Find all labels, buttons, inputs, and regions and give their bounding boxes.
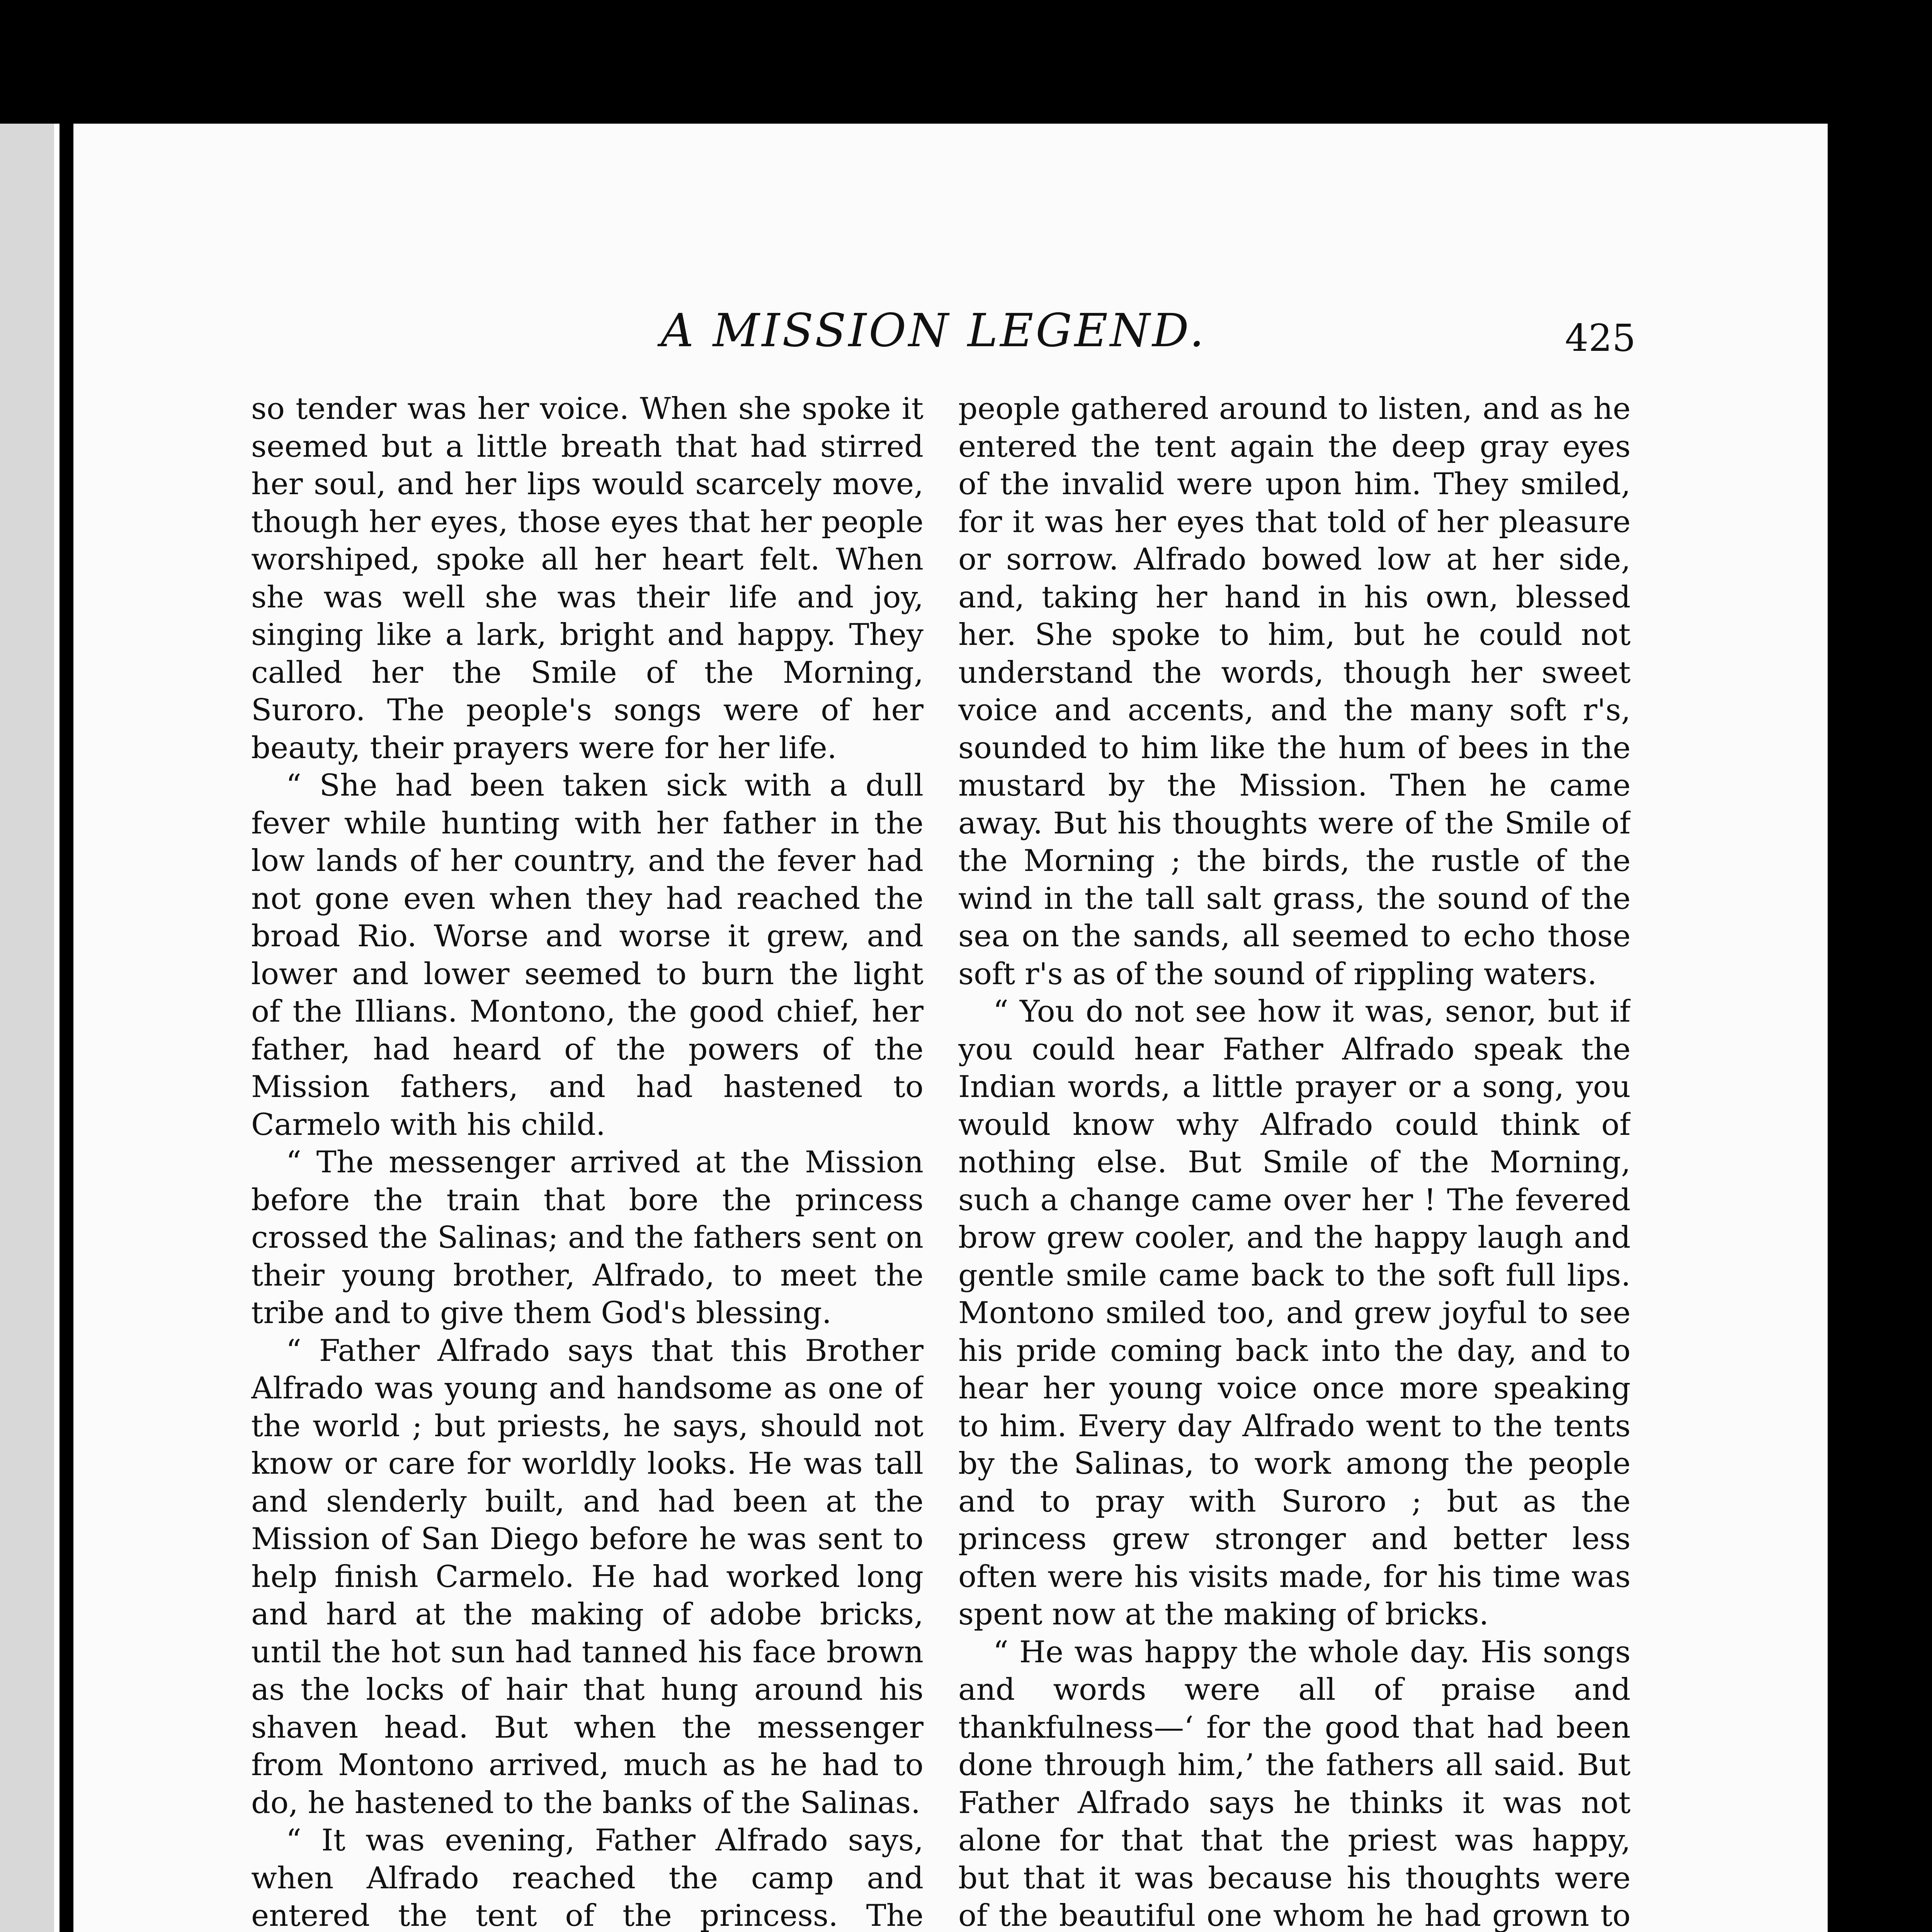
paragraph: “ Father Alfrado says that this Brother Alfrado was young and handsome as one of the world ; but priests, he says, should not know or care for worldly looks. He was tall and slenderly built, and had been at the Mission of San Diego before he was sent to help finish Carmelo. He had worked long and hard at the making of adobe bricks, until the hot sun had tanned his face brown as the locks of hair that hung around his shaven head. But when the messenger from Montono arrived, much as he had to do, he hastened to the banks of the Salinas. [251,1333,923,1820]
previous-page-edge [0,124,60,1932]
paragraph: so tender was her voice. When she spoke it seemed but a little breath that had stirred her soul, and her lips would scarcely move, though her eyes, those eyes that her people worshiped, spoke all her heart felt. When she was well she was their life and joy, singing like a lark, bright and happy. They called her the Smile of the Morning, Suroro. The people's songs were of her beauty, their prayers were for her life. [251,391,923,765]
paragraph: people gathered around to listen, and as he entered the tent again the deep gray eyes of the invalid were upon him. They smiled, for it was her eyes that told of her pleasure or sorrow. Alfrado bowed low at her side, and, taking her hand in his own, blessed her. She spoke to him, but he could not understand the words, though her sweet voice and accents, and the many soft r's, sounded to him like the hum of bees in the mustard by the Mission. Then he came away. But his thoughts were of the Smile of the Morning ; the birds, the rustle of the wind in the tall salt grass, the sound of the sea on the sands, all seemed to echo those soft r's as of the sound of rippling waters. [958,391,1631,992]
paragraph: “ He was happy the whole day. His songs and words were all of praise and thankfulness—‘ for the good that had been done through him,’ the fathers all said. But Father Alfrado says he thinks it was not alone for that that the priest was happy, but that it was because his thoughts were of the beautiful one whom he had grown to [958,1634,1631,1932]
paragraph: “ You do not see how it was, senor, but if you could hear Father Alfrado speak the Indian words, a little prayer or a song, you would know why Alfrado could think of nothing else. But Smile of the Morning, such a change came over her ! The fevered brow grew cooler, and the happy laugh and gentle smile came back to the soft full lips. Montono smiled too, and grew joyful to see his pride coming back into the day, and to hear her young voice once more speaking to him. Every day Alfrado went to the tents by the Salinas, to work among the people and to pray with Suroro ; but as the princess grew stronger and better less often were his visits made, for his time was spent now at the making of bricks. [958,994,1631,1632]
paragraph: “ It was evening, Father Alfrado says, when Alfrado reached the camp and entered the tent of the princess. The [251,1823,923,1932]
page-header [73,301,1828,359]
running-title: A MISSION LEGEND. [661,304,1206,357]
page-number: 425 [1565,316,1636,360]
right-text-column [958,390,1631,1932]
book-page [73,124,1828,1932]
paragraph: “ The messenger arrived at the Mission before the train that bore the princess crossed the Salinas; and the fathers sent on their young brother, Alfrado, to meet the tribe and to give them God's blessing. [251,1145,923,1330]
paragraph: “ She had been taken sick with a dull fever while hunting with her father in the low lands of her country, and the fever had not gone even when they had reached the broad Rio. Worse and worse it grew, and lower and lower seemed to burn the light of the Illians. Montono, the good chief, her father, had heard of the powers of the Mission fathers, and had hastened to Carmelo with his child. [251,768,923,1142]
left-text-column [251,390,923,1932]
